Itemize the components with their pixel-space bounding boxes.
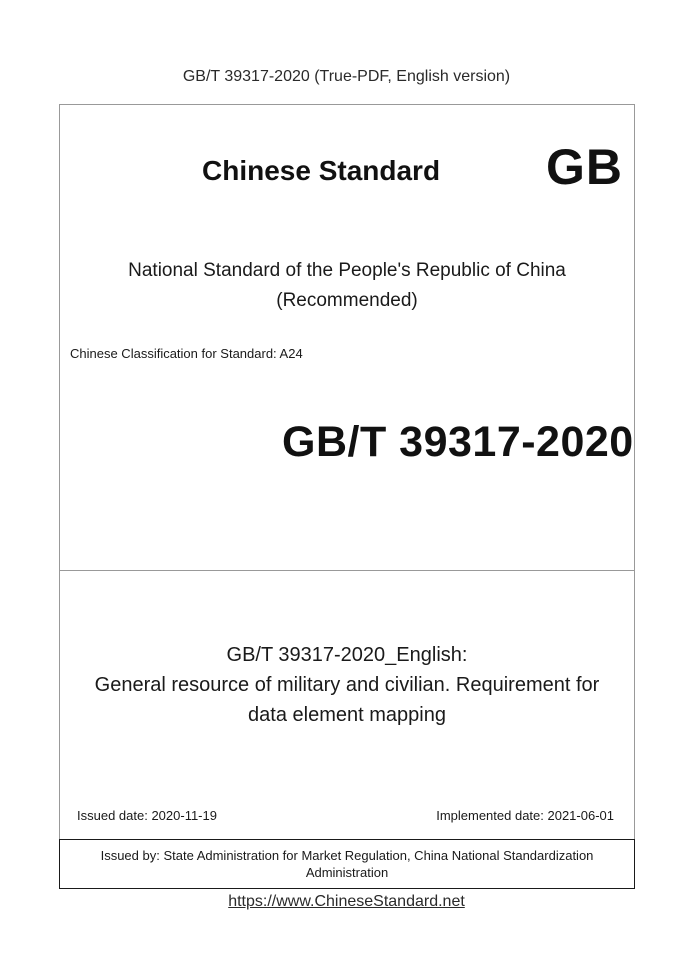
- national-title-line-1: National Standard of the People's Republic of China: [128, 260, 566, 281]
- standard-number: GB/T 39317-2020: [282, 418, 634, 466]
- english-title-line-1: GB/T 39317-2020_English:: [226, 644, 468, 666]
- english-title-line-3: data element mapping: [248, 704, 446, 726]
- issuer-line-1: Issued by: State Administration for Market Regulation, China National Standardization: [100, 848, 594, 863]
- english-title-line-2: General resource of military and civilian. Requirement for: [94, 674, 600, 696]
- classification-code: Chinese Classification for Standard: A24: [70, 346, 303, 361]
- document-header-title: GB/T 39317-2020 (True-PDF, English version): [182, 68, 511, 85]
- gb-mark: GB: [546, 139, 623, 195]
- issuer-line-2: Administration: [305, 865, 389, 880]
- website-link[interactable]: https://www.ChineseStandard.net: [228, 893, 465, 910]
- national-standard-title: [59, 256, 635, 316]
- english-title: [59, 640, 635, 730]
- issuer-box: [59, 839, 635, 889]
- brand-label: Chinese Standard: [202, 155, 441, 186]
- implemented-date: Implemented date: 2021-06-01: [436, 808, 614, 823]
- issued-date: Issued date: 2020-11-19: [77, 808, 217, 823]
- national-title-line-2: (Recommended): [276, 290, 418, 311]
